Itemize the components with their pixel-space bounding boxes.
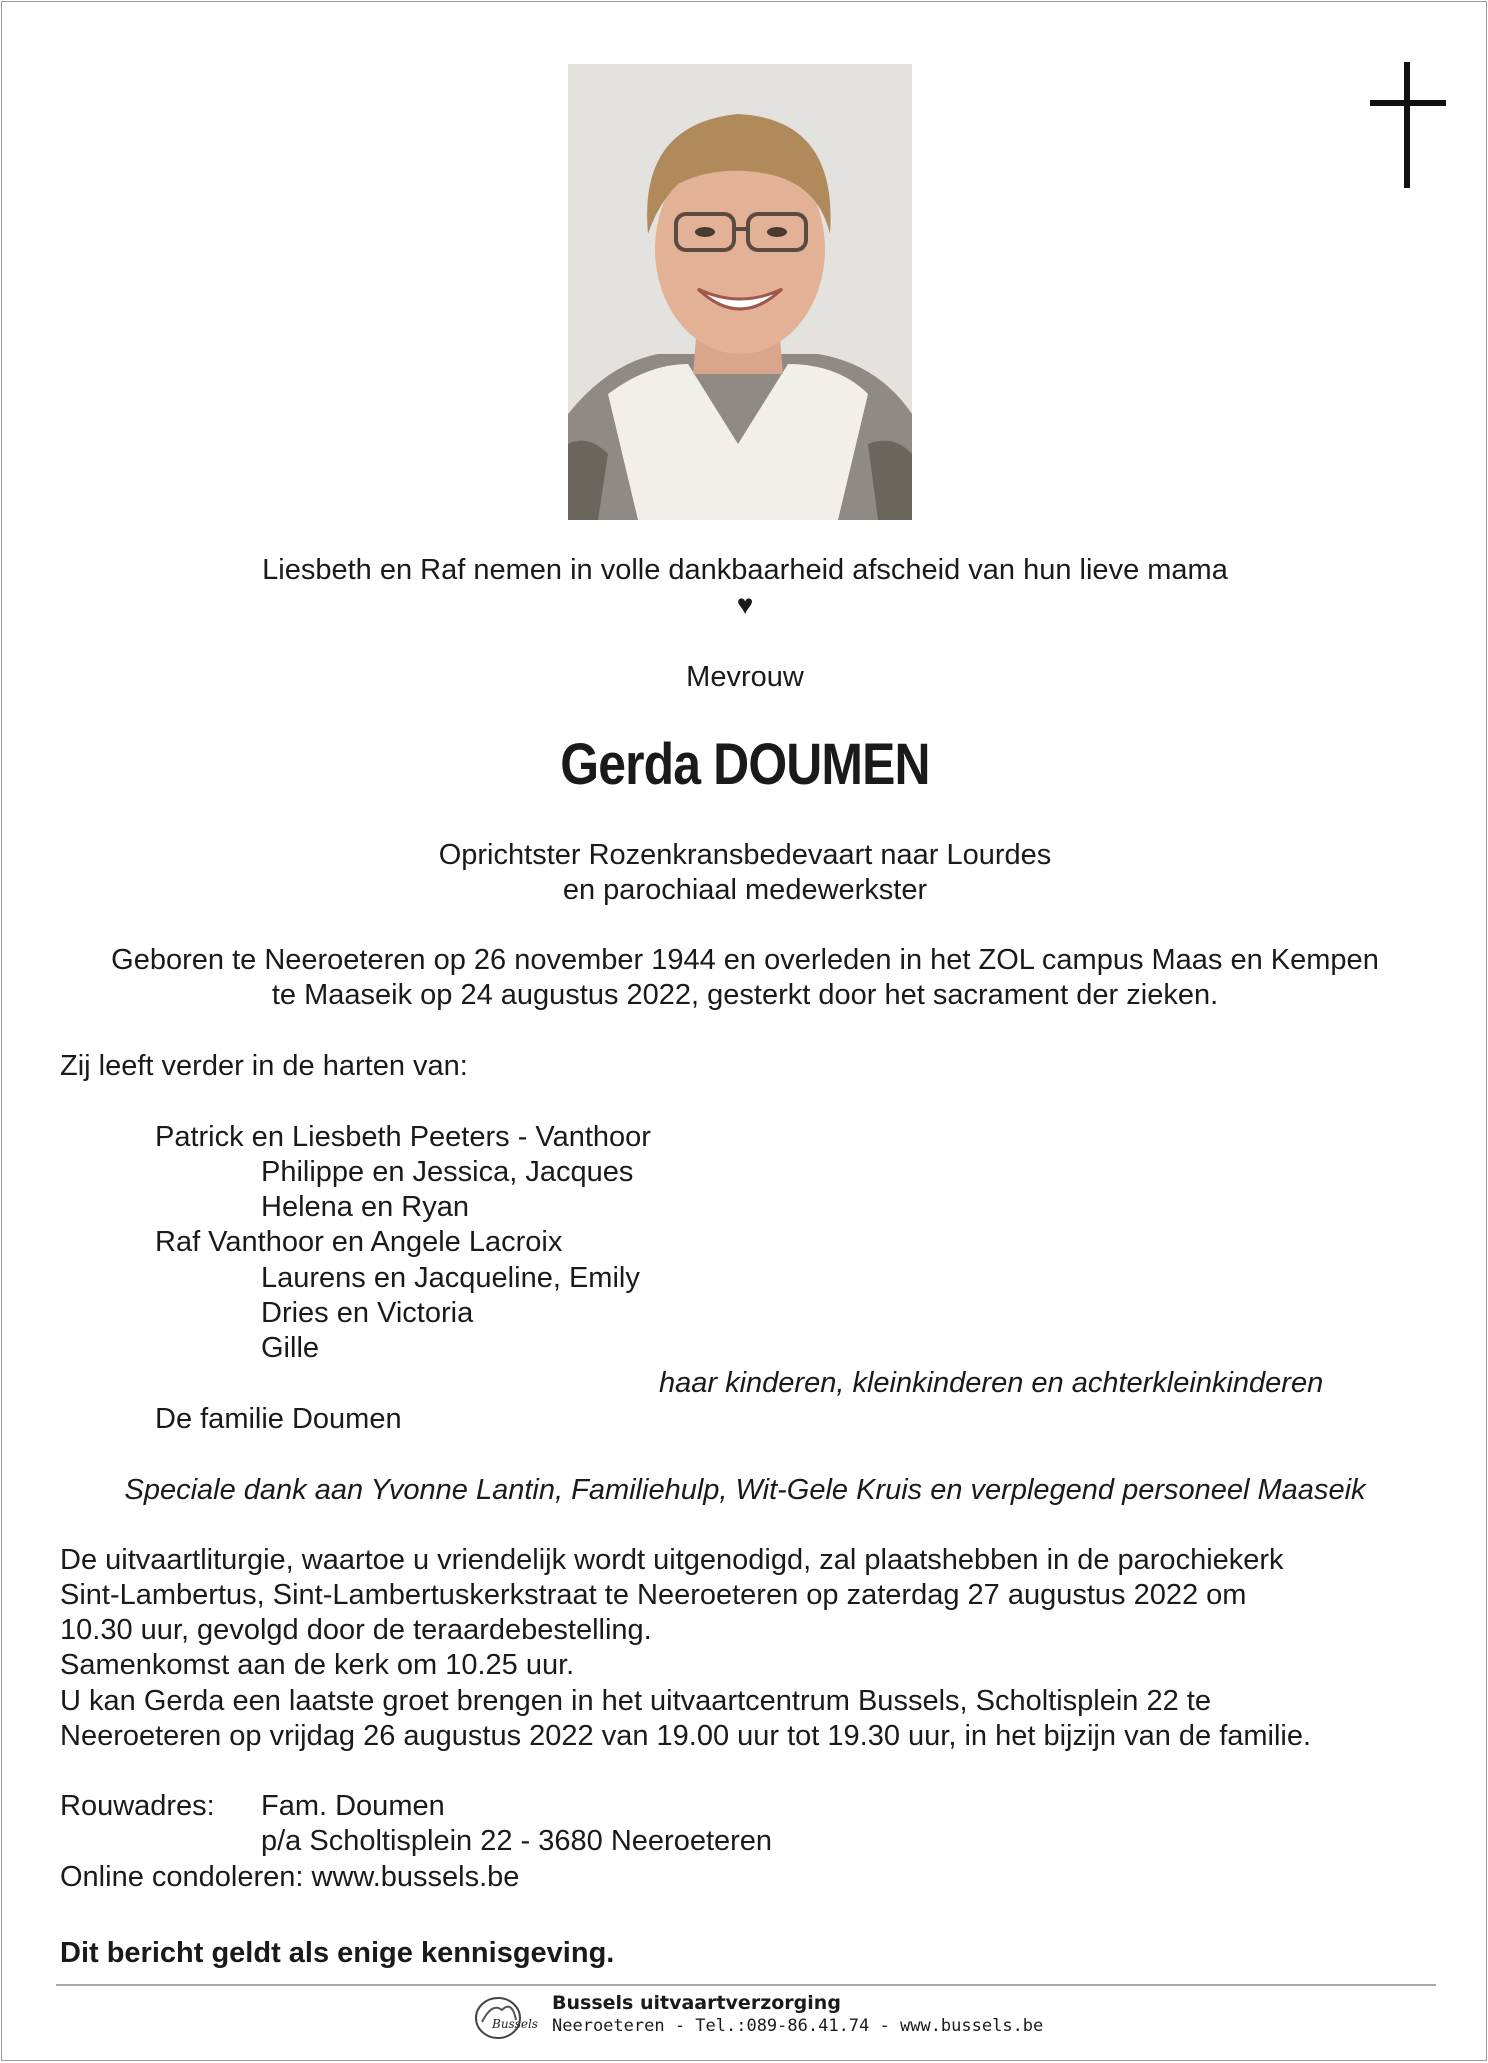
- family-line: Laurens en Jacqueline, Emily: [261, 1262, 640, 1294]
- role-line-2: en parochiaal medewerkster: [562, 874, 928, 906]
- role-line-1: Oprichtster Rozenkransbedevaart naar Lourdes: [438, 839, 1052, 871]
- notice-text: Dit bericht geldt als enige kennisgeving.: [60, 1937, 615, 1969]
- footer-contact: Neeroeteren - Tel.:089-86.41.74 - www.bussels.be: [552, 2016, 1044, 2036]
- liturgy-line: U kan Gerda een laatste groet brengen in het uitvaartcentrum Bussels, Scholtisplein 22 te: [60, 1685, 1211, 1717]
- intro-text: Liesbeth en Raf nemen in volle dankbaarheid afscheid van hun lieve mama: [262, 554, 1228, 586]
- death-notice: [1, 1, 1487, 2061]
- liturgy-line: 10.30 uur, gevolgd door de teraardebestelling.: [60, 1614, 652, 1646]
- footer-divider: [56, 1984, 1436, 1986]
- cross-icon: [1370, 62, 1446, 188]
- deceased-name: Gerda DOUMEN: [560, 732, 930, 797]
- heart-icon: ♥: [736, 589, 754, 620]
- svg-text:Bussels: Bussels: [492, 2017, 538, 2031]
- thanks-text: Speciale dank aan Yvonne Lantin, Familiehulp, Wit-Gele Kruis en verplegend personeel Maaseik: [124, 1474, 1366, 1506]
- footer-company: Bussels uitvaartverzorging: [552, 1992, 841, 2014]
- family-line: Helena en Ryan: [261, 1191, 469, 1223]
- birth-line-2: te Maaseik op 24 augustus 2022, gesterkt door het sacrament der zieken.: [271, 979, 1219, 1011]
- lives-on-heading: Zij leeft verder in de harten van:: [60, 1050, 468, 1082]
- family-line: Dries en Victoria: [261, 1297, 474, 1329]
- birth-line-1: Geboren te Neeroeteren op 26 november 1944 en overleden in het ZOL campus Maas en Kempen: [111, 944, 1379, 976]
- liturgy-line: Neeroeteren op vrijdag 26 augustus 2022 van 19.00 uur tot 19.30 uur, in het bijzijn van de familie.: [60, 1720, 1312, 1752]
- family-line: Philippe en Jessica, Jacques: [261, 1156, 634, 1188]
- title-prefix: Mevrouw: [686, 661, 804, 693]
- portrait-image: [568, 64, 912, 520]
- family-line: Gille: [261, 1332, 320, 1364]
- address-line-2: p/a Scholtisplein 22 - 3680 Neeroeteren: [261, 1825, 773, 1857]
- liturgy-line: Samenkomst aan de kerk om 10.25 uur.: [60, 1649, 575, 1681]
- portrait-photo: [568, 64, 912, 520]
- liturgy-line: Sint-Lambertus, Sint-Lambertuskerkstraat te Neeroeteren op zaterdag 27 augustus 2022 om: [60, 1579, 1247, 1611]
- family-line: Patrick en Liesbeth Peeters - Vanthoor: [155, 1121, 651, 1153]
- bussels-logo: [472, 1992, 542, 2042]
- address-line-1: Fam. Doumen: [261, 1790, 445, 1822]
- family-doumen: De familie Doumen: [155, 1403, 402, 1435]
- family-line: Raf Vanthoor en Angele Lacroix: [155, 1226, 563, 1258]
- liturgy-line: De uitvaartliturgie, waartoe u vriendelijk wordt uitgenodigd, zal plaatshebben in de parochiekerk: [60, 1544, 1284, 1576]
- online-condolences: Online condoleren: www.bussels.be: [60, 1861, 520, 1893]
- family-caption: haar kinderen, kleinkinderen en achterkleinkinderen: [659, 1367, 1324, 1399]
- address-label: Rouwadres:: [60, 1790, 215, 1822]
